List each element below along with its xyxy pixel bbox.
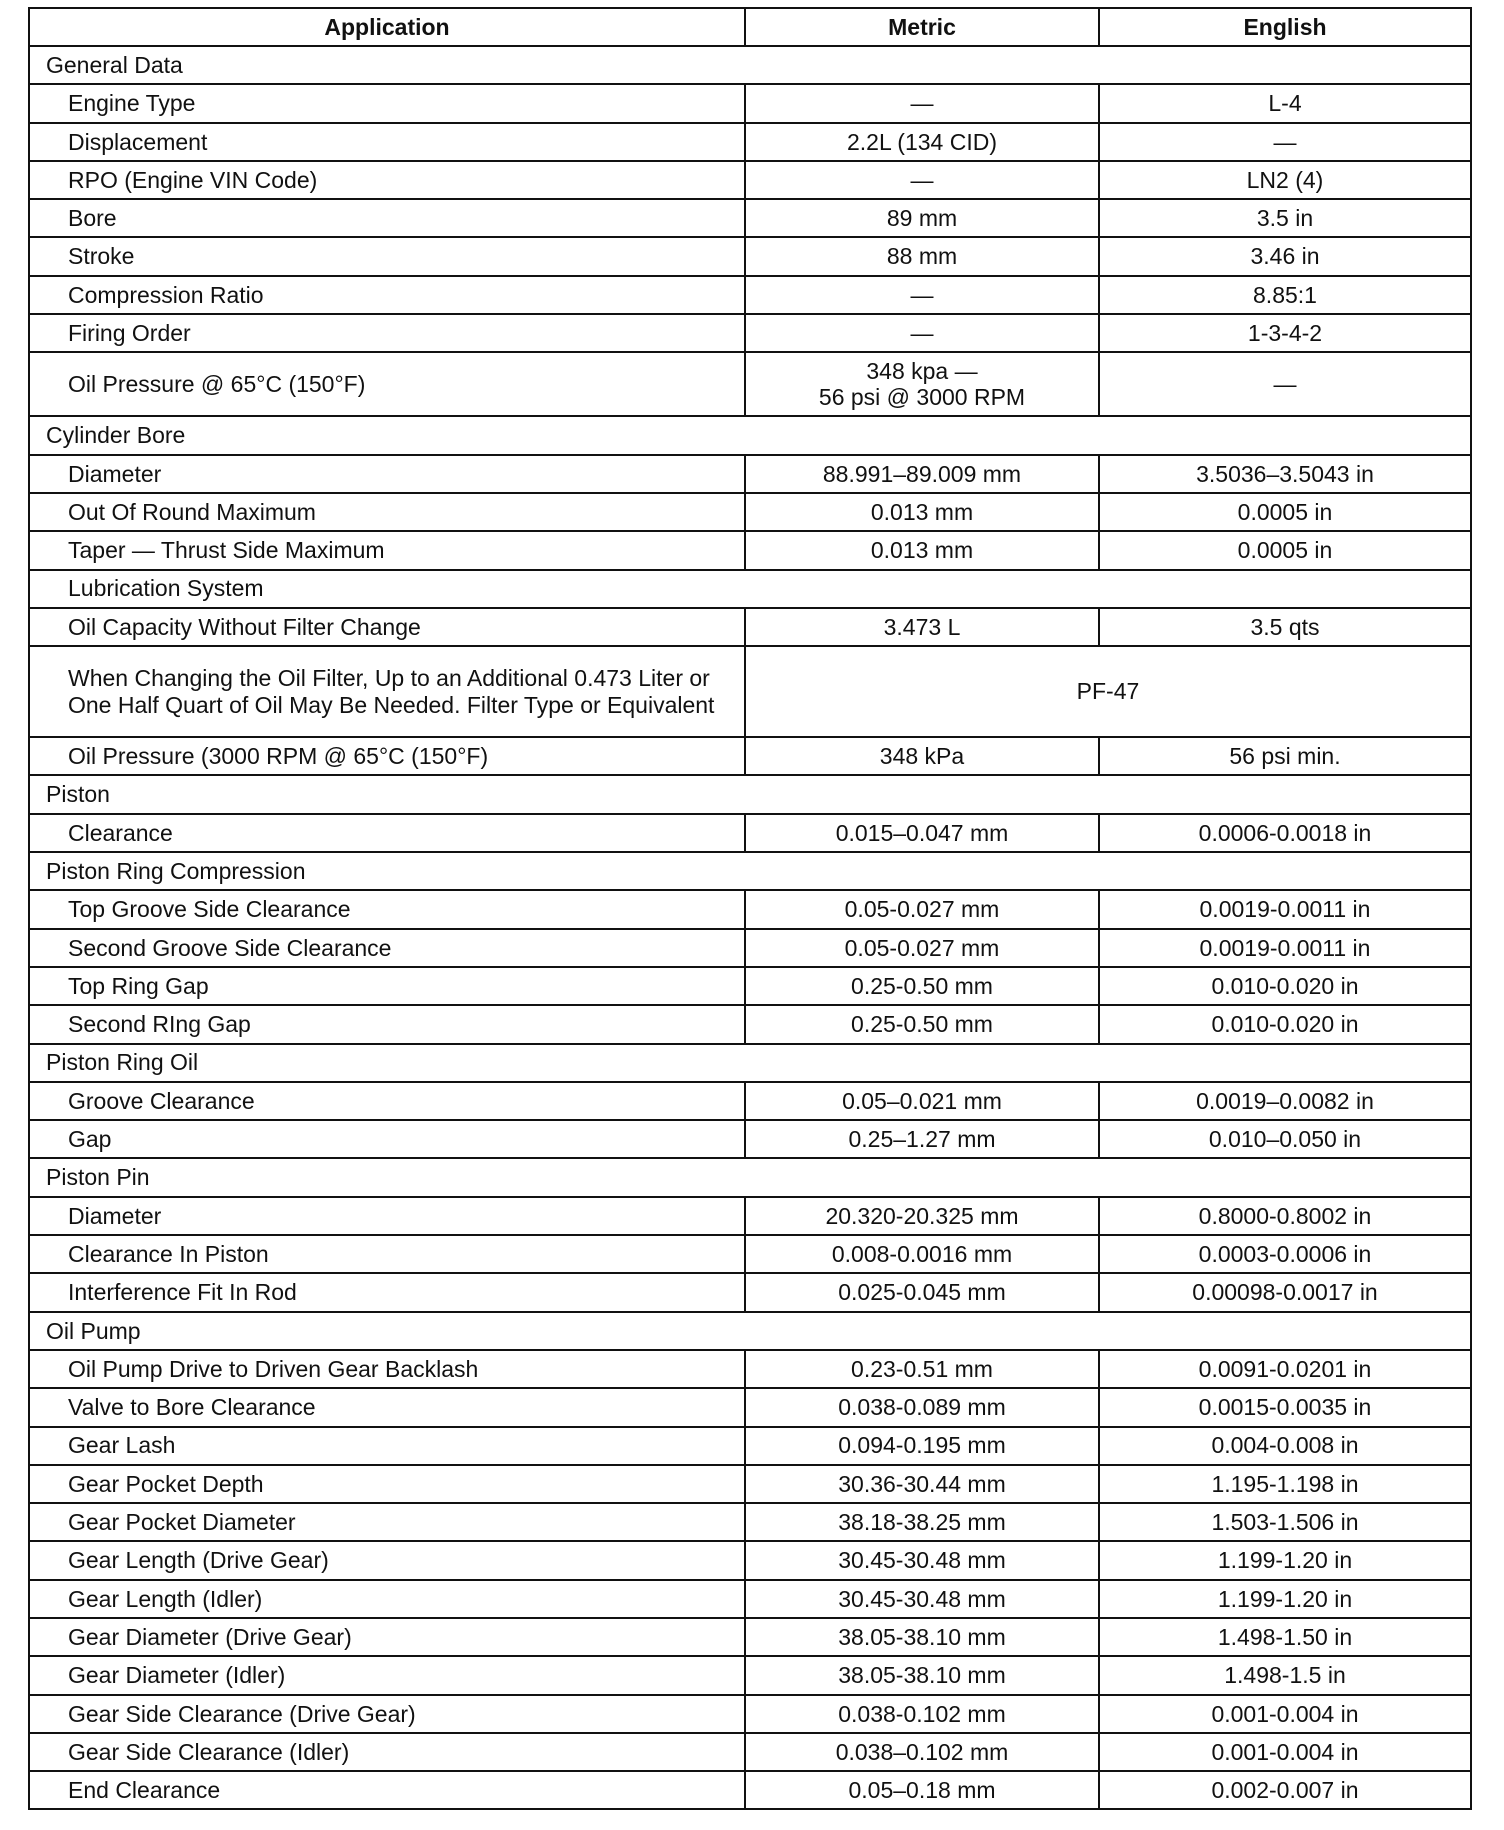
application-cell: Gear Pocket Diameter — [29, 1503, 745, 1541]
metric-line: 348 kpa — — [866, 357, 978, 384]
table-row — [29, 967, 1471, 1005]
table-row — [29, 1541, 1471, 1579]
metric-cell: 2.2L (134 CID) — [745, 123, 1099, 161]
english-cell: 1-3-4-2 — [1099, 314, 1471, 352]
table-header — [29, 8, 1471, 46]
english-cell: 0.00098-0.0017 in — [1099, 1273, 1471, 1311]
application-cell: Stroke — [29, 237, 745, 275]
english-cell: 3.5 in — [1099, 199, 1471, 237]
application-cell: Gear Side Clearance (Drive Gear) — [29, 1695, 745, 1733]
english-cell: 0.0006-0.0018 in — [1099, 814, 1471, 852]
metric-cell: 0.038-0.102 mm — [745, 1695, 1099, 1733]
table-row — [29, 84, 1471, 122]
section-row — [29, 570, 1471, 608]
metric-cell: 0.038-0.089 mm — [745, 1388, 1099, 1426]
application-cell: When Changing the Oil Filter, Up to an Additional 0.473 Liter or One Half Quart of Oil May Be Needed. Filter Type or Equivalent — [29, 646, 745, 737]
section-row — [29, 416, 1471, 454]
metric-cell: 0.23-0.51 mm — [745, 1350, 1099, 1388]
metric-cell: 0.05-0.027 mm — [745, 929, 1099, 967]
application-cell: Gear Pocket Depth — [29, 1465, 745, 1503]
metric-cell: 38.05-38.10 mm — [745, 1656, 1099, 1694]
section-row — [29, 775, 1471, 813]
table-row — [29, 814, 1471, 852]
table-row — [29, 1733, 1471, 1771]
application-cell: Displacement — [29, 123, 745, 161]
table-row — [29, 1427, 1471, 1465]
application-cell: Oil Pressure (3000 RPM @ 65°C (150°F) — [29, 737, 745, 775]
metric-cell: 89 mm — [745, 199, 1099, 237]
table-row — [29, 1695, 1471, 1733]
metric-cell: 88 mm — [745, 237, 1099, 275]
metric-cell: 38.05-38.10 mm — [745, 1618, 1099, 1656]
value-cell: PF-47 — [745, 646, 1471, 737]
table-row — [29, 455, 1471, 493]
english-cell: 0.0091-0.0201 in — [1099, 1350, 1471, 1388]
section-row — [29, 1044, 1471, 1082]
application-cell: Diameter — [29, 1197, 745, 1235]
english-cell: 0.001-0.004 in — [1099, 1733, 1471, 1771]
application-cell: Interference Fit In Rod — [29, 1273, 745, 1311]
application-cell: Taper — Thrust Side Maximum — [29, 531, 745, 569]
table-row — [29, 737, 1471, 775]
metric-cell: 0.25-0.50 mm — [745, 967, 1099, 1005]
metric-cell: 3.473 L — [745, 608, 1099, 646]
section-row — [29, 1312, 1471, 1350]
application-cell: Diameter — [29, 455, 745, 493]
metric-cell: 0.094-0.195 mm — [745, 1427, 1099, 1465]
metric-cell: 38.18-38.25 mm — [745, 1503, 1099, 1541]
english-cell: 0.8000-0.8002 in — [1099, 1197, 1471, 1235]
metric-cell: 30.45-30.48 mm — [745, 1580, 1099, 1618]
section-row — [29, 1158, 1471, 1196]
english-cell: LN2 (4) — [1099, 161, 1471, 199]
metric-cell: 0.015–0.047 mm — [745, 814, 1099, 852]
table-row — [29, 1388, 1471, 1426]
metric-cell: — — [745, 276, 1099, 314]
english-cell: 0.001-0.004 in — [1099, 1695, 1471, 1733]
english-cell: 0.010–0.050 in — [1099, 1120, 1471, 1158]
metric-cell: — — [745, 314, 1099, 352]
english-cell: L-4 — [1099, 84, 1471, 122]
table-body — [29, 46, 1471, 1809]
table-row — [29, 123, 1471, 161]
metric-cell: — — [745, 161, 1099, 199]
application-cell: Second Groove Side Clearance — [29, 929, 745, 967]
english-cell: 1.498-1.5 in — [1099, 1656, 1471, 1694]
application-cell: Gap — [29, 1120, 745, 1158]
english-cell: 1.199-1.20 in — [1099, 1580, 1471, 1618]
application-cell: Oil Capacity Without Filter Change — [29, 608, 745, 646]
metric-cell: 0.025-0.045 mm — [745, 1273, 1099, 1311]
header-row — [29, 8, 1471, 46]
application-cell: Firing Order — [29, 314, 745, 352]
table-row — [29, 161, 1471, 199]
table-row — [29, 1235, 1471, 1273]
english-cell: 0.0019–0.0082 in — [1099, 1082, 1471, 1120]
header-application: Application — [29, 8, 745, 46]
table-row — [29, 1082, 1471, 1120]
application-cell: Gear Length (Drive Gear) — [29, 1541, 745, 1579]
application-cell: Second RIng Gap — [29, 1005, 745, 1043]
metric-cell: 0.05–0.021 mm — [745, 1082, 1099, 1120]
english-cell: — — [1099, 123, 1471, 161]
table-row — [29, 1350, 1471, 1388]
metric-cell: 0.008-0.0016 mm — [745, 1235, 1099, 1273]
english-cell: — — [1099, 352, 1471, 416]
table-row — [29, 1005, 1471, 1043]
section-label: Lubrication System — [29, 570, 1471, 608]
header-metric: Metric — [745, 8, 1099, 46]
english-cell: 8.85:1 — [1099, 276, 1471, 314]
english-cell: 1.199-1.20 in — [1099, 1541, 1471, 1579]
english-cell: 0.0003-0.0006 in — [1099, 1235, 1471, 1273]
english-cell: 0.0005 in — [1099, 493, 1471, 531]
metric-line: 56 psi @ 3000 RPM — [818, 384, 1026, 411]
metric-cell: 30.36-30.44 mm — [745, 1465, 1099, 1503]
english-cell: 1.498-1.50 in — [1099, 1618, 1471, 1656]
table-row — [29, 352, 1471, 416]
application-cell: Oil Pressure @ 65°C (150°F) — [29, 352, 745, 416]
english-cell: 3.5 qts — [1099, 608, 1471, 646]
metric-cell: 0.25-0.50 mm — [745, 1005, 1099, 1043]
english-cell: 0.004-0.008 in — [1099, 1427, 1471, 1465]
application-cell: Gear Diameter (Idler) — [29, 1656, 745, 1694]
metric-cell: 0.05–0.18 mm — [745, 1771, 1099, 1809]
english-cell: 56 psi min. — [1099, 737, 1471, 775]
metric-cell — [745, 352, 1099, 416]
metric-cell: 88.991–89.009 mm — [745, 455, 1099, 493]
table-row — [29, 1618, 1471, 1656]
section-label: Piston Ring Compression — [29, 852, 1471, 890]
english-cell: 0.0005 in — [1099, 531, 1471, 569]
application-cell: Clearance — [29, 814, 745, 852]
section-label: General Data — [29, 46, 1471, 84]
section-row — [29, 46, 1471, 84]
application-cell: Gear Diameter (Drive Gear) — [29, 1618, 745, 1656]
application-cell: Gear Length (Idler) — [29, 1580, 745, 1618]
table-row — [29, 1771, 1471, 1809]
metric-cell: 0.05-0.027 mm — [745, 890, 1099, 928]
table-row — [29, 1273, 1471, 1311]
table-row — [29, 237, 1471, 275]
table-row — [29, 1656, 1471, 1694]
application-cell: Groove Clearance — [29, 1082, 745, 1120]
metric-cell: — — [745, 84, 1099, 122]
table-row — [29, 1197, 1471, 1235]
english-cell: 0.010-0.020 in — [1099, 1005, 1471, 1043]
table-row — [29, 1580, 1471, 1618]
application-cell: Compression Ratio — [29, 276, 745, 314]
metric-cell: 0.013 mm — [745, 531, 1099, 569]
application-cell: Clearance In Piston — [29, 1235, 745, 1273]
application-cell: Top Ring Gap — [29, 967, 745, 1005]
application-cell: Valve to Bore Clearance — [29, 1388, 745, 1426]
metric-cell: 0.038–0.102 mm — [745, 1733, 1099, 1771]
metric-cell: 348 kPa — [745, 737, 1099, 775]
metric-cell: 20.320-20.325 mm — [745, 1197, 1099, 1235]
english-cell: 3.5036–3.5043 in — [1099, 455, 1471, 493]
application-cell: Top Groove Side Clearance — [29, 890, 745, 928]
application-cell: RPO (Engine VIN Code) — [29, 161, 745, 199]
section-label: Cylinder Bore — [29, 416, 1471, 454]
section-row — [29, 852, 1471, 890]
english-cell: 0.0015-0.0035 in — [1099, 1388, 1471, 1426]
section-label: Piston Ring Oil — [29, 1044, 1471, 1082]
english-cell: 0.010-0.020 in — [1099, 967, 1471, 1005]
application-cell: Oil Pump Drive to Driven Gear Backlash — [29, 1350, 745, 1388]
english-cell: 1.195-1.198 in — [1099, 1465, 1471, 1503]
section-label: Piston Pin — [29, 1158, 1471, 1196]
section-label: Piston — [29, 775, 1471, 813]
table-row — [29, 276, 1471, 314]
table-row — [29, 929, 1471, 967]
application-cell: End Clearance — [29, 1771, 745, 1809]
metric-cell: 0.013 mm — [745, 493, 1099, 531]
english-cell: 1.503-1.506 in — [1099, 1503, 1471, 1541]
english-cell: 3.46 in — [1099, 237, 1471, 275]
english-cell: 0.0019-0.0011 in — [1099, 929, 1471, 967]
application-cell: Bore — [29, 199, 745, 237]
english-cell: 0.002-0.007 in — [1099, 1771, 1471, 1809]
table-row — [29, 608, 1471, 646]
metric-cell: 0.25–1.27 mm — [745, 1120, 1099, 1158]
table-row — [29, 314, 1471, 352]
table-row — [29, 1503, 1471, 1541]
application-cell: Gear Side Clearance (Idler) — [29, 1733, 745, 1771]
table-row — [29, 646, 1471, 737]
header-english: English — [1099, 8, 1471, 46]
table-row — [29, 199, 1471, 237]
spec-table — [28, 7, 1472, 1810]
application-cell: Engine Type — [29, 84, 745, 122]
application-cell: Out Of Round Maximum — [29, 493, 745, 531]
table-row — [29, 493, 1471, 531]
application-cell: Gear Lash — [29, 1427, 745, 1465]
english-cell: 0.0019-0.0011 in — [1099, 890, 1471, 928]
metric-cell: 30.45-30.48 mm — [745, 1541, 1099, 1579]
table-row — [29, 890, 1471, 928]
section-label: Oil Pump — [29, 1312, 1471, 1350]
table-row — [29, 1120, 1471, 1158]
table-row — [29, 531, 1471, 569]
table-row — [29, 1465, 1471, 1503]
